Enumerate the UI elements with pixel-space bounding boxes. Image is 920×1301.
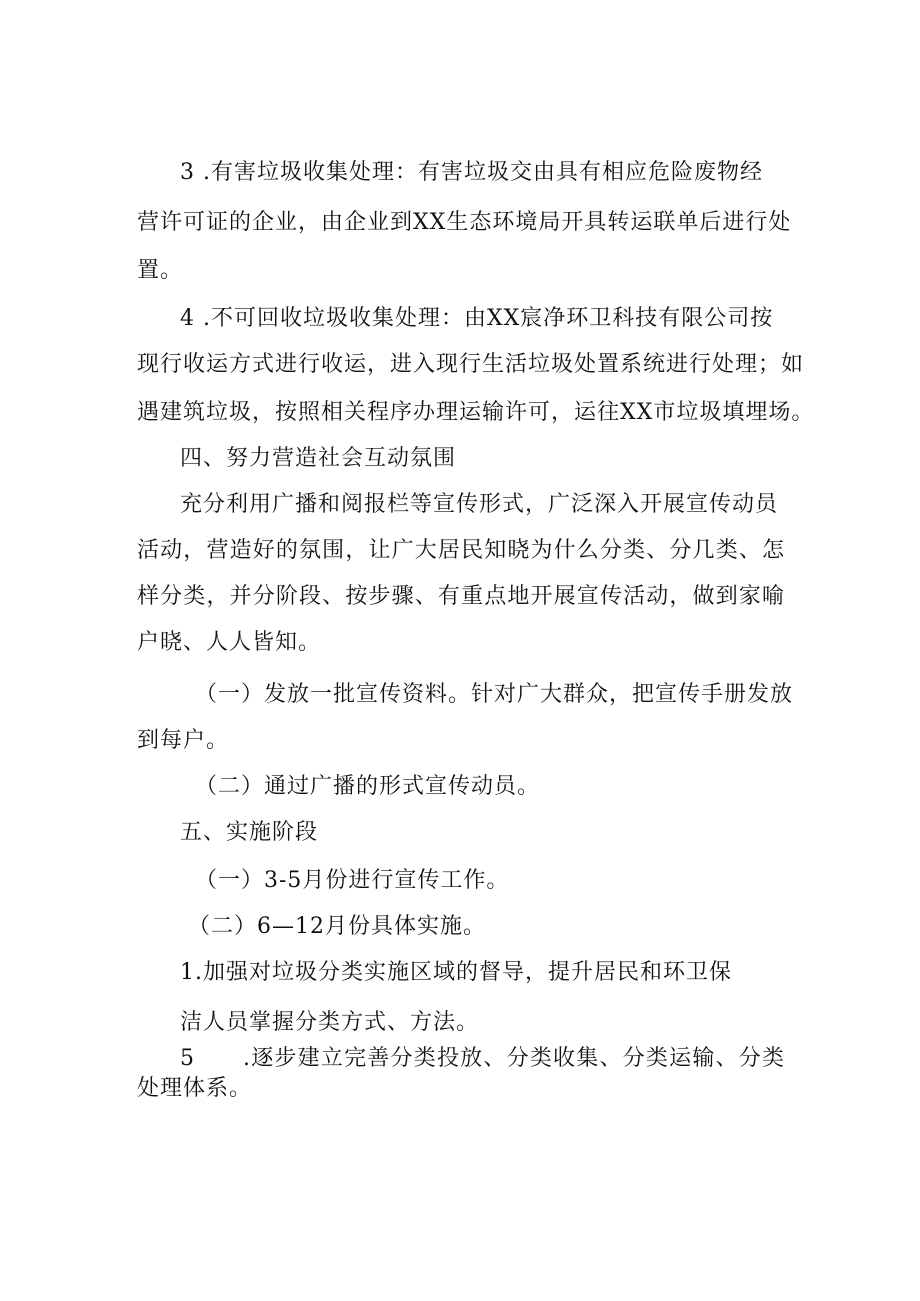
paragraph-line: 充分利用广播和阅报栏等宣传形式，广泛深入开展宣传动员 (180, 492, 779, 517)
paragraph-line: 样分类，并分阶段、按步骤、有重点地开展宣传活动，做到家喻 (137, 584, 785, 609)
paragraph-line: 处理体系。 (137, 1076, 253, 1101)
paragraph-line: （二）6—12月份具体实施。 (188, 914, 486, 939)
paragraph-line: 4 .不可回收垃圾收集处理：由XX宸净环卫科技有限公司按 (180, 306, 774, 331)
paragraph-line: 户晓、人人皆知。 (137, 630, 322, 655)
paragraph-line: 现行收运方式进行收运，进入现行生活垃圾处置系统进行处理；如 (137, 352, 805, 377)
paragraph-line: 洁人员掌握分类方式、方法。 (180, 1010, 480, 1035)
paragraph-line: （一）3-5月份进行宣传工作。 (195, 868, 510, 893)
paragraph-line: 到每户。 (137, 728, 230, 753)
section-heading: 五、实施阶段 (180, 820, 319, 845)
list-number: 5 (180, 1046, 195, 1071)
paragraph-line: 营许可证的企业，由企业到XX生态环境局开具转运联单后进行处 (137, 210, 792, 235)
paragraph-line: 1.加强对垃圾分类实施区域的督导，提升居民和环卫保 (180, 960, 732, 985)
section-heading: 四、努力营造社会互动氛围 (180, 446, 457, 471)
paragraph-line: 置。 (137, 258, 184, 283)
paragraph-line: （一）发放一批宣传资料。针对广大群众，把宣传手册发放 (195, 682, 794, 707)
paragraph-line: 3 .有害垃圾收集处理：有害垃圾交由具有相应危险废物经 (180, 160, 763, 185)
paragraph-line: （二）通过广播的形式宣传动员。 (195, 774, 541, 799)
paragraph-line: 遇建筑垃圾，按照相关程序办理运输许可，运往XX市垃圾填埋场。 (137, 400, 815, 425)
paragraph-line: 活动，营造好的氛围，让广大居民知晓为什么分类、分几类、怎 (137, 538, 785, 563)
paragraph-line: .逐步建立完善分类投放、分类收集、分类运输、分类 (243, 1046, 785, 1071)
